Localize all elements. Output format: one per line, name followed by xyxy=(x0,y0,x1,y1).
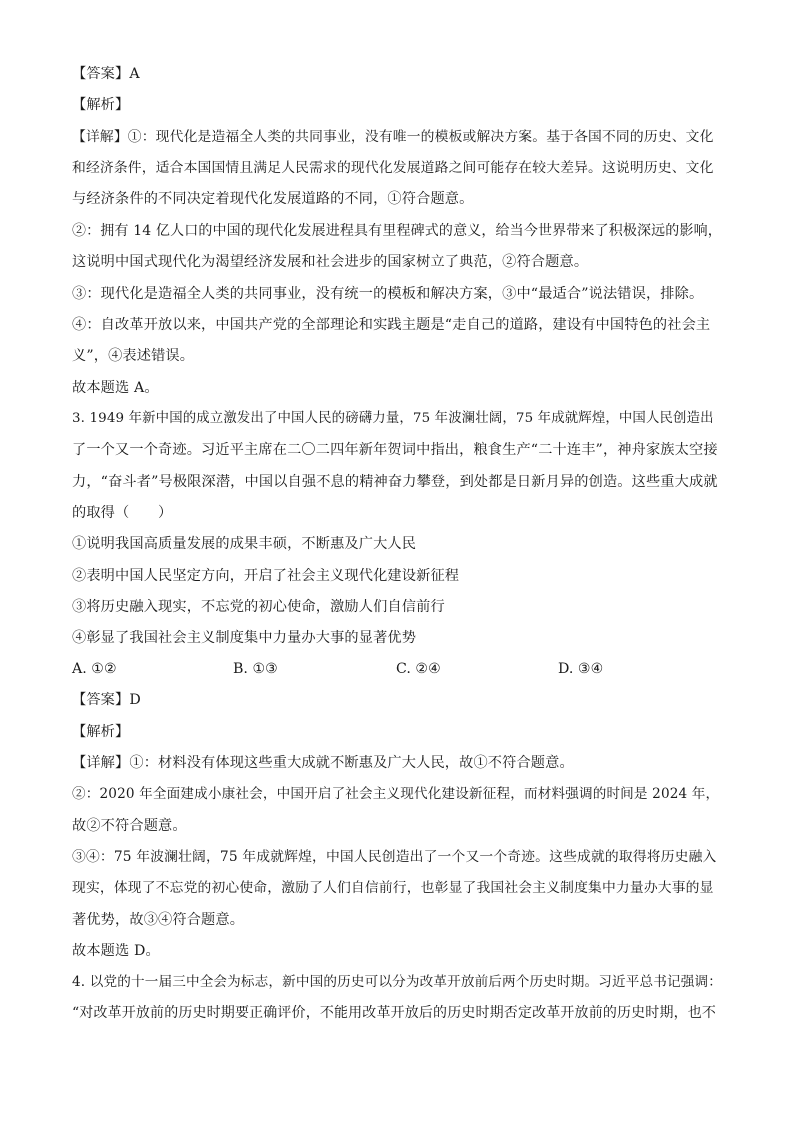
q2-detail-line: 与经济条件的不同决定着现代化发展道路的不同，①符合题意。 xyxy=(72,191,474,207)
q2-detail-line: 这说明中国式现代化为渴望经济发展和社会进步的国家树立了典范，②符合题意。 xyxy=(72,254,589,270)
q3-item: ④彰显了我国社会主义制度集中力量办大事的显著优势 xyxy=(72,630,417,646)
q3-item: ③将历史融入现实，不忘党的初心使命，激励人们自信前行 xyxy=(72,599,445,615)
q2-detail-line: 【详解】①：现代化是造福全人类的共同事业，没有唯一的模板或解决方案。基于各国不同的历史、文化 xyxy=(72,129,714,145)
q3-detail-line: 【详解】①：材料没有体现这些重大成就不断惠及广大人民，故①不符合题意。 xyxy=(72,755,574,771)
q2-detail-line: ③：现代化是造福全人类的共同事业，没有统一的模板和解决方案，③中“最适合”说法错误，排除。 xyxy=(72,286,704,302)
q3-detail-line: 故②不符合题意。 xyxy=(72,818,187,834)
q4-stem-line: 4. 以党的十一届三中全会为标志，新中国的历史可以分为改革开放前后两个历史时期。习近平总书记强调： xyxy=(72,974,722,990)
q2-answer: 【答案】A xyxy=(72,66,140,82)
q3-detail-line: ②：2020 年全面建成小康社会，中国开启了社会主义现代化建设新征程，而材料强调的时间是 2024 年， xyxy=(72,786,720,802)
q3-detail-line: 著优势，故③④符合题意。 xyxy=(72,912,245,928)
q4-stem-line: “对改革开放前的历史时期要正确评价，不能用改革开放后的历史时期否定改革开放前的历史时期，也不 xyxy=(72,1005,717,1021)
q2-detail-line: 义”，④表述错误。 xyxy=(72,348,195,364)
q2-detail-line: 和经济条件，适合本国国情且满足人民需求的现代化发展道路之间可能存在较大差异。这说明历史、文化 xyxy=(72,160,714,176)
q3-stem-line: 力，“奋斗者”号极限深潜，中国以自强不息的精神奋力攀登，到处都是日新月异的创造。这些重大成就 xyxy=(72,474,718,490)
q3-analysis-heading: 【解析】 xyxy=(72,724,130,740)
q3-detail-line: ③④：75 年波澜壮阔，75 年成就辉煌，中国人民创造出了一个又一个奇迹。这些成就的取得将历史融入 xyxy=(72,849,717,865)
q3-conclusion: 故本题选 D。 xyxy=(72,943,160,959)
q2-conclusion: 故本题选 A。 xyxy=(72,380,159,396)
q3-item: ②表明中国人民坚定方向，开启了社会主义现代化建设新征程 xyxy=(72,568,460,584)
q3-stem-line: 了一个又一个奇迹。习近平主席在二〇二四年新年贺词中指出，粮食生产“二十连丰”，神舟家族太空接 xyxy=(72,442,718,458)
q3-item: ①说明我国高质量发展的成果丰硕，不断惠及广大人民 xyxy=(72,536,417,552)
q2-analysis-heading: 【解析】 xyxy=(72,97,130,113)
q3-detail-line: 现实，体现了不忘党的初心使命，激励了人们自信前行，也彰显了我国社会主义制度集中力量办大事的显 xyxy=(72,880,714,896)
q3-answer: 【答案】D xyxy=(72,692,141,708)
q3-option-b: B. ①③ xyxy=(233,661,278,677)
q3-option-a: A. ①② xyxy=(72,661,117,677)
q2-detail-line: ④：自改革开放以来，中国共产党的全部理论和实践主题是“走自己的道路，建设有中国特色的社会主 xyxy=(72,317,711,333)
q3-option-c: C. ②④ xyxy=(396,661,441,677)
q3-stem-line: 3. 1949 年新中国的成立激发出了中国人民的磅礴力量，75 年波澜壮阔，75 年成就辉煌，中国人民创造出 xyxy=(72,411,714,426)
q3-stem-line: 的取得（ ） xyxy=(72,505,173,521)
q2-detail-line: ②：拥有 14 亿人口的中国的现代化发展进程具有里程碑式的意义，给当今世界带来了积极深远的影响， xyxy=(72,223,722,239)
q3-option-d: D. ③④ xyxy=(558,661,604,677)
